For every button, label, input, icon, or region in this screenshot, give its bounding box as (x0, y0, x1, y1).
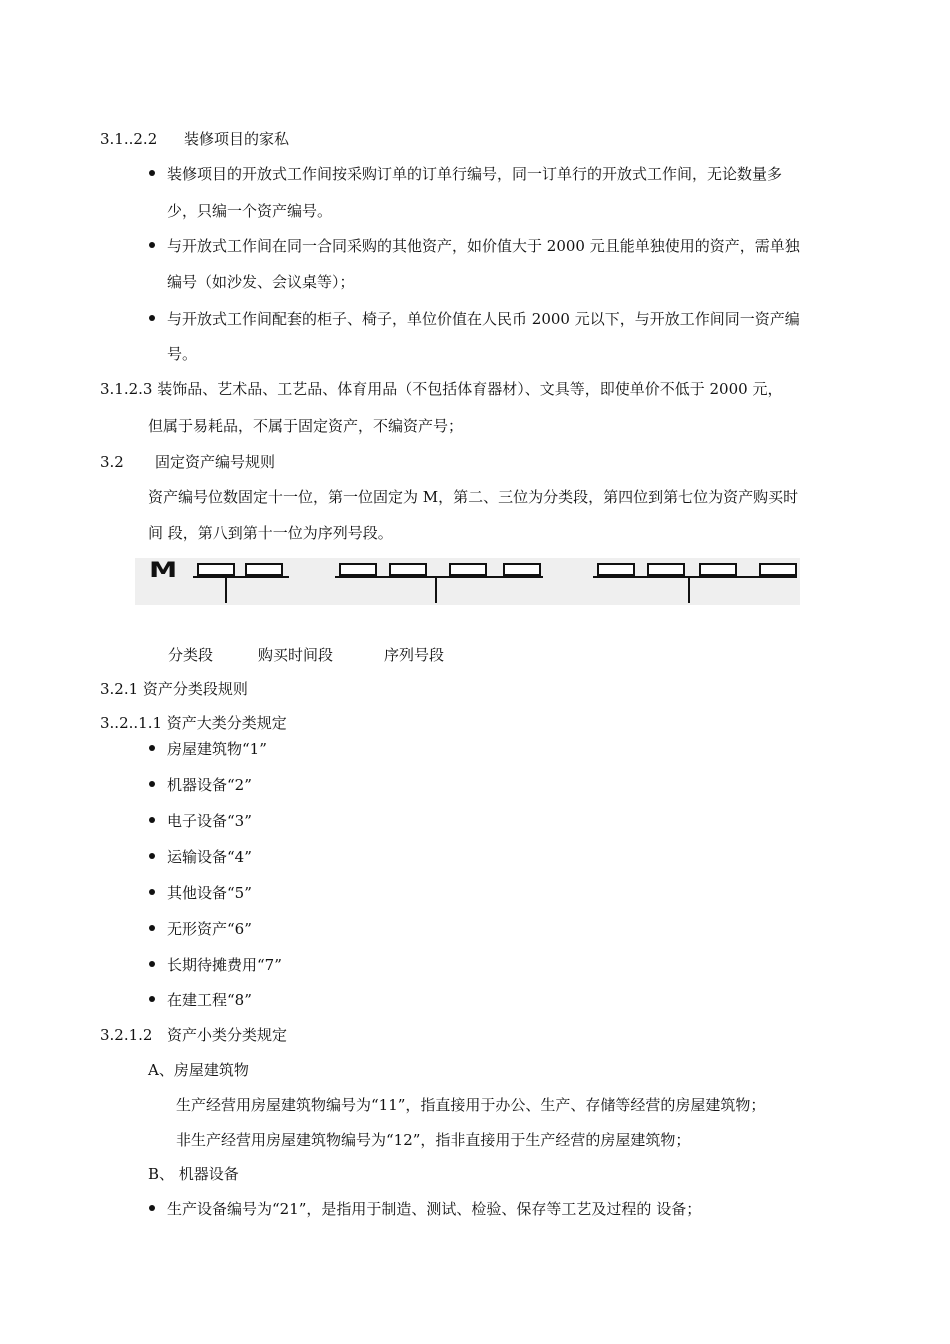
section-title: 装修项目的家私 (184, 130, 290, 148)
list-item: 在建工程“8” (167, 991, 252, 1009)
bullet-text-cont: 编号（如沙发、会议桌等）； (167, 273, 355, 291)
bullet-dot (149, 961, 155, 967)
digit-box (759, 563, 797, 576)
bullet-dot (149, 889, 155, 895)
digit-box (647, 563, 685, 576)
segment-underline (193, 576, 289, 578)
section-title: 固定资产编号规则 (155, 453, 276, 471)
code-prefix: M (149, 558, 178, 582)
paragraph-line: 资产编号位数固定十一位，第一位固定为 M，第二、三位为分类段，第四位到第七位为资产购买时 (148, 488, 799, 506)
bullet-dot (149, 242, 155, 248)
digit-box (245, 563, 283, 576)
digit-box (597, 563, 635, 576)
bullet-dot (149, 745, 155, 751)
bullet-dot (149, 853, 155, 859)
segment-pointer (435, 577, 437, 603)
segment-pointer (225, 577, 227, 603)
bullet-dot (149, 1205, 155, 1211)
digit-box (389, 563, 427, 576)
digit-box (197, 563, 235, 576)
list-item: 机器设备“2” (167, 776, 252, 794)
paragraph-line: 间 段，第八到第十一位为序列号段。 (148, 524, 393, 542)
list-item: 电子设备“3” (167, 812, 252, 830)
bullet-dot (149, 315, 155, 321)
subsection-title: B、 机器设备 (148, 1165, 239, 1183)
segment-underline (593, 576, 797, 578)
bullet-text: 与开放式工作间在同一合同采购的其他资产，如价值大于 2000 元且能单独使用的资产，需单独 (167, 237, 800, 255)
segment-label-classification: 分类段 (168, 646, 214, 664)
section-number: 3.1..2.2 (100, 130, 158, 148)
list-item: 无形资产“6” (167, 920, 252, 938)
bullet-dot (149, 817, 155, 823)
bullet-text-cont: 号。 (167, 345, 198, 363)
segment-underline (335, 576, 543, 578)
bullet-dot (149, 781, 155, 787)
bullet-dot (149, 170, 155, 176)
list-item: 运输设备“4” (167, 848, 252, 866)
list-item: 长期待摊费用“7” (167, 956, 282, 974)
segment-label-purchase-time: 购买时间段 (258, 646, 334, 664)
segment-label-serial: 序列号段 (384, 646, 445, 664)
digit-box (699, 563, 737, 576)
section-title: 3.2.1 资产分类段规则 (100, 680, 248, 698)
paragraph-line: 非生产经营用房屋建筑物编号为“12”，指非直接用于生产经营的房屋建筑物； (176, 1131, 691, 1149)
asset-code-diagram (135, 558, 800, 605)
paragraph-line: 生产经营用房屋建筑物编号为“11”，指直接用于办公、生产、存储等经营的房屋建筑物； (176, 1096, 766, 1114)
digit-box (503, 563, 541, 576)
bullet-text: 与开放式工作间配套的柜子、椅子，单位价值在人民币 2000 元以下，与开放工作间同一资产编 (167, 310, 800, 328)
segment-pointer (688, 577, 690, 603)
list-item: 房屋建筑物“1” (167, 740, 267, 758)
paragraph-line: 但属于易耗品，不属于固定资产，不编资产号； (148, 417, 464, 435)
bullet-dot (149, 925, 155, 931)
bullet-dot (149, 996, 155, 1002)
bullet-text: 装修项目的开放式工作间按采购订单的订单行编号，同一订单行的开放式工作间，无论数量多 (167, 165, 783, 183)
paragraph-line: 3.1.2.3 装饰品、艺术品、工艺品、体育用品（不包括体育器材）、文具等，即使单价不低于 2000 元， (100, 380, 783, 398)
subsection-title: A、房屋建筑物 (148, 1061, 249, 1079)
bullet-text: 生产设备编号为“21”，是指用于制造、测试、检验、保存等工艺及过程的 设备； (167, 1200, 702, 1218)
section-title: 3..2..1.1 资产大类分类规定 (100, 714, 287, 732)
section-number: 3.2.1.2 (100, 1026, 153, 1044)
section-title: 资产小类分类规定 (167, 1026, 288, 1044)
bullet-text-cont: 少，只编一个资产编号。 (167, 202, 333, 220)
digit-box (449, 563, 487, 576)
section-number: 3.2 (100, 453, 124, 471)
list-item: 其他设备“5” (167, 884, 252, 902)
digit-box (339, 563, 377, 576)
